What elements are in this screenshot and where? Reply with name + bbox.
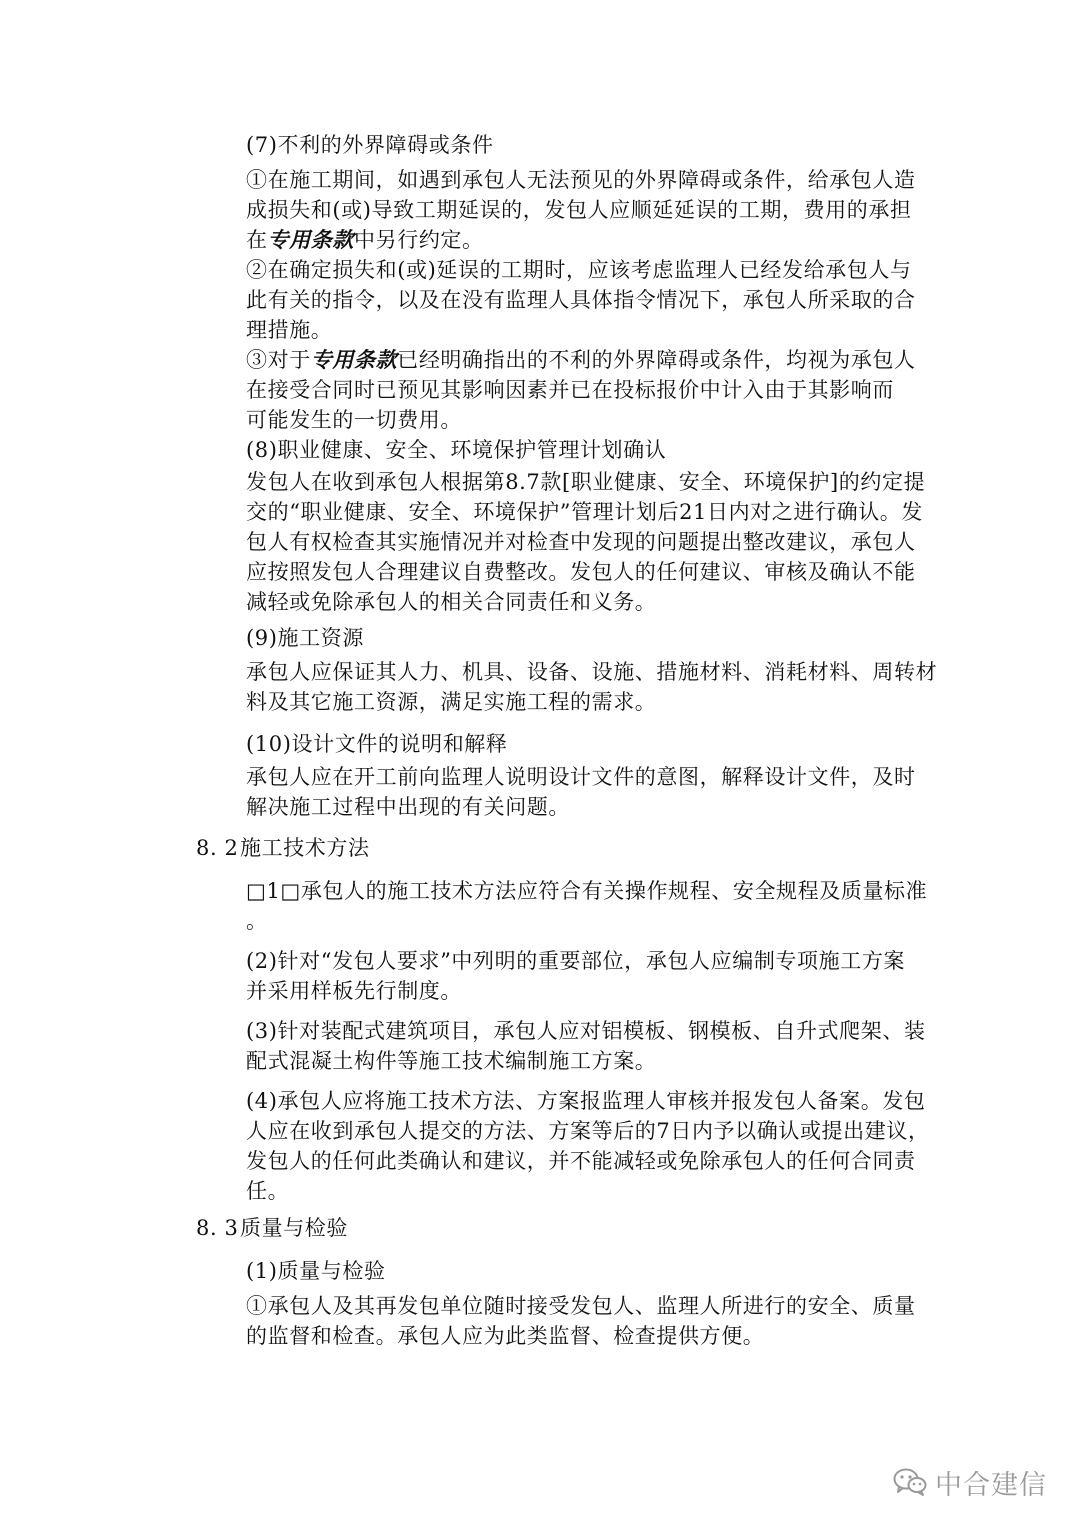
sec83-subheading: (1)质量与检验: [246, 1259, 386, 1283]
sec83-body: [246, 1291, 914, 1351]
line: ②在确定损失和(或)延误的工期时，应该考虑监理人已经发给承包人与: [246, 258, 912, 282]
line: 包人有权检查其实施情况并对检查中发现的问题提出整改建议，承包人: [246, 530, 916, 554]
watermark: [893, 1462, 1047, 1502]
line: (4)承包人应将施工技术方法、方案报监理人审核并报发包人备案。发包: [246, 1089, 926, 1113]
line: 此有关的指令，以及在没有监理人具体指令情况下，承包人所采取的合: [246, 288, 916, 312]
s7-heading: (7)不利的外界障碍或条件: [246, 133, 494, 157]
s9-body: [246, 657, 938, 717]
line: 任。: [246, 1179, 290, 1203]
s7-item-2: [246, 255, 914, 345]
s8-heading: (8)职业健康、安全、环境保护管理计划确认: [246, 438, 667, 462]
line: 人应在收到承包人提交的方法、方案等后的7日内予以确认或提出建议，: [246, 1119, 930, 1143]
line: 交的“职业健康、安全、环境保护”管理计划后21日内对之进行确认。发: [246, 500, 923, 524]
s8-body: [246, 467, 926, 617]
line: 理措施。: [246, 318, 333, 342]
line: 在专用条款中另行约定。: [246, 227, 484, 252]
line: (2)针对“发包人要求”中列明的重要部位，承包人应编制专项施工方案: [246, 949, 906, 973]
watermark-text: 中合建信: [935, 1469, 1047, 1501]
line: 承包人应在开工前向监理人说明设计文件的意图，解释设计文件，及时: [246, 765, 916, 789]
line: 并采用样板先行制度。: [246, 979, 462, 1003]
line: 发包人的任何此类确认和建议，并不能减轻或免除承包人的任何合同责: [246, 1149, 916, 1173]
s10-body: [246, 762, 914, 822]
line: 发包人在收到承包人根据第8.7款[职业健康、安全、环境保护]的约定提: [246, 470, 926, 494]
line: ③对于专用条款已经明确指出的不利的外界障碍或条件，均视为承包人: [246, 347, 916, 372]
line: 应按照发包人合理建议自费整改。发包人的任何建议、审核及确认不能: [246, 560, 916, 584]
s9-heading: (9)施工资源: [246, 626, 364, 650]
line: ①在施工期间，如遇到承包人无法预见的外界障碍或条件，给承包人造: [246, 168, 916, 192]
line: ①承包人及其再发包单位随时接受发包人、监理人所进行的安全、质量: [246, 1294, 916, 1318]
wechat-icon: [893, 1467, 927, 1497]
sec82-item-1: [246, 876, 928, 936]
line: (3)针对装配式建筑项目，承包人应对铝模板、钢模板、自升式爬架、装: [246, 1019, 926, 1043]
line: 在接受合同时已预见其影响因素并已在投标报价中计入由于其影响而: [246, 378, 894, 402]
sec82-item-3: [246, 1016, 926, 1076]
special-clause-term: 专用条款: [310, 347, 398, 372]
section-title: 质量与检验: [240, 1216, 348, 1240]
line: 可能发生的一切费用。: [246, 408, 462, 432]
s10-heading: (10)设计文件的说明和解释: [246, 732, 508, 756]
line: 减轻或免除承包人的相关合同责任和义务。: [246, 590, 657, 614]
line: 成损失和(或)导致工期延误的，发包人应顺延延误的工期，费用的承担: [246, 198, 912, 222]
section-title: 施工技术方法: [240, 836, 370, 860]
line: 料及其它施工资源，满足实施工程的需求。: [246, 690, 657, 714]
s7-item-1: [246, 165, 914, 255]
section-8-3-heading: [196, 1213, 348, 1243]
line: 承包人应保证其人力、机具、设备、设施、措施材料、消耗材料、周转材: [246, 660, 938, 684]
special-clause-term: 专用条款: [267, 227, 355, 252]
section-number: 8. 2: [196, 836, 239, 860]
sec82-item-4: [246, 1086, 930, 1206]
section-8-2-heading: [196, 833, 370, 863]
line: 配式混凝土构件等施工技术编制施工方案。: [246, 1049, 657, 1073]
sec82-item-2: [246, 946, 914, 1006]
section-number: 8. 3: [196, 1216, 239, 1240]
line: □1□承包人的施工技术方法应符合有关操作规程、安全规程及质量标准: [246, 879, 928, 903]
line: 的监督和检查。承包人应为此类监督、检查提供方便。: [246, 1324, 765, 1348]
s7-item-3: [246, 345, 914, 435]
line: 。: [246, 909, 268, 933]
line: 解决施工过程中出现的有关问题。: [246, 795, 570, 819]
